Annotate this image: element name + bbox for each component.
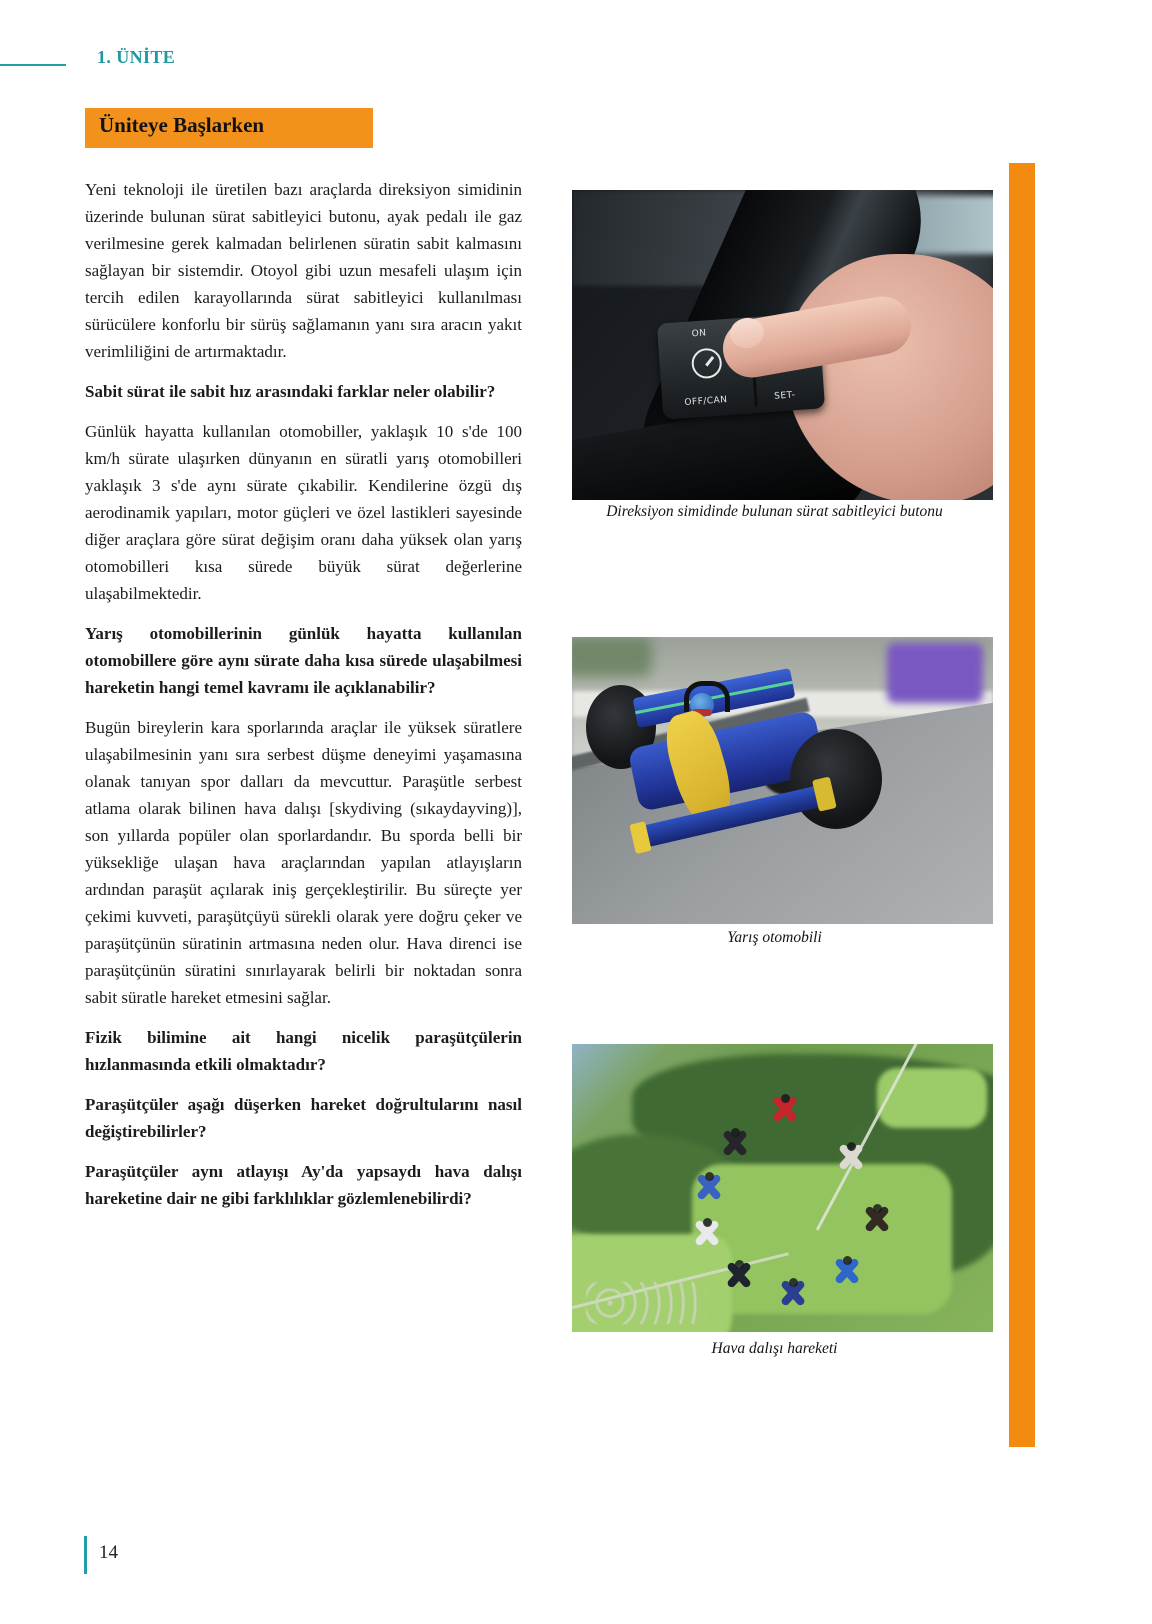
page-edge-orange-bar bbox=[1009, 163, 1035, 1447]
cruise-on-label: ON bbox=[691, 328, 707, 340]
figure-caption-race-car: Yarış otomobili bbox=[727, 929, 822, 946]
section-banner-title: Üniteye Başlarken bbox=[99, 113, 265, 137]
skydiver-blue bbox=[692, 1170, 726, 1204]
paragraph-intro: Yeni teknoloji ile üretilen bazı araçlarda direksiyon simidinin üzerinde bulunan sürat sabitleyici butonu, ayak pedalı ile gaz verilmesine gerek kalmadan belirlenen süratin sabit kalmasını sağlayan bir sistemdir. Otoyol gibi uzun mesafeli ulaşım için tercih edilen karayollarında sürat sabitleyici kullanılması sürücülere konforlu bir sürüş sağlamanın yanı sıra aracın yakıt verimliliğini de artırmaktadır. bbox=[85, 180, 522, 361]
question-constant-speed: Sabit sürat ile sabit hız arasındaki farklar neler olabilir? bbox=[85, 382, 496, 401]
figure-cruise-control-photo bbox=[572, 190, 993, 500]
purple-banner bbox=[887, 643, 983, 703]
field-patch bbox=[877, 1068, 987, 1128]
skydiver-white bbox=[690, 1216, 724, 1250]
cruise-off-label: OFF/CAN bbox=[684, 395, 728, 409]
race-car-tire-right bbox=[790, 729, 882, 829]
paragraph-skydiving: Bugün bireylerin kara sporlarında araçlar ile yüksek süratlere ulaşabilmesinin yanı sıra serbest düşme deneyimi yaşamasına olanak tanıyan spor dalları da mevcuttur. Paraşütle serbest atlama olarak bilinen hava dalışı [skydiving (sıkaydayving)], son yıllarda popüler olan sporlardandır. Bu sporda belli bir yüksekliğe ulaşan hava araçlarından yapılan atlayışların ardından paraşüt açılarak iniş gerçekleştirilir. Bu süreçte yer çekimi kuvveti, paraşütçüyü sürekli olarak yere doğru çeker ve paraşütçünün süratinin artmasına neden olur. Hava direnci ise paraşütçünün süratini sınırlayarak belirli bir noktadan sonra sabit süratle hareket etmesini sağlar. bbox=[85, 718, 522, 1007]
skydiver-white-red bbox=[834, 1140, 868, 1174]
paragraph-acceleration: Günlük hayatta kullanılan otomobiller, yaklaşık 10 s'de 100 km/h sürate ulaşırken dünyanın en süratli yarış otomobilleri yaklaşık 3 s'de aynı sürate çıkabilir. Kendilerine özgü dış aerodinamik yapıları, motor güçleri ve özel lastikleri sayesinde diğer araçlara göre sürat değişim oranı daha yüksek olan yarış otomobilleri kısa sürede büyük sürat değerlerine ulaşabilmektedir. bbox=[85, 422, 522, 603]
unit-label: 1. ÜNİTE bbox=[97, 47, 176, 67]
header-rule bbox=[0, 64, 66, 66]
skydiver-dark-blue bbox=[776, 1276, 810, 1310]
body-text-column bbox=[85, 176, 522, 1225]
figure-race-car-photo bbox=[572, 637, 993, 924]
question-physics-quantity: Fizik bilimine ait hangi nicelik paraşütçülerin hızlanmasında etkili olmaktadır? bbox=[85, 1028, 522, 1074]
figure-caption-cruise-control: Direksiyon simidinde bulunan sürat sabitleyici butonu bbox=[606, 503, 943, 520]
village-cluster bbox=[586, 1282, 706, 1324]
cruise-gauge-icon bbox=[691, 347, 723, 379]
cruise-set-label: SET- bbox=[773, 390, 796, 402]
question-moon-jump: Paraşütçüler aynı atlayışı Ay'da yapsaydı hava dalışı hareketine dair ne gibi farklılıklar gözlemlenebilirdi? bbox=[85, 1162, 522, 1208]
skydiver-navy bbox=[722, 1258, 756, 1292]
skydiver-red bbox=[768, 1092, 802, 1126]
green-smudge bbox=[572, 637, 652, 677]
page-number-rule bbox=[84, 1536, 87, 1574]
section-banner bbox=[85, 108, 373, 148]
question-direction-change: Paraşütçüler aşağı düşerken hareket doğrultularını nasıl değiştirebilirler? bbox=[85, 1095, 522, 1141]
skydiver-light-blue bbox=[830, 1254, 864, 1288]
question-race-cars: Yarış otomobillerinin günlük hayatta kullanılan otomobillere göre aynı sürate daha kısa sürede ulaşabilmesi hareketin hangi temel kavramı ile açıklanabilir? bbox=[85, 624, 522, 697]
skydiver-black-orange bbox=[860, 1202, 894, 1236]
figure-caption-skydiving: Hava dalışı hareketi bbox=[711, 1340, 838, 1357]
skydiver-black bbox=[718, 1126, 752, 1160]
figure-skydiving-photo bbox=[572, 1044, 993, 1332]
page-number: 14 bbox=[99, 1542, 118, 1563]
